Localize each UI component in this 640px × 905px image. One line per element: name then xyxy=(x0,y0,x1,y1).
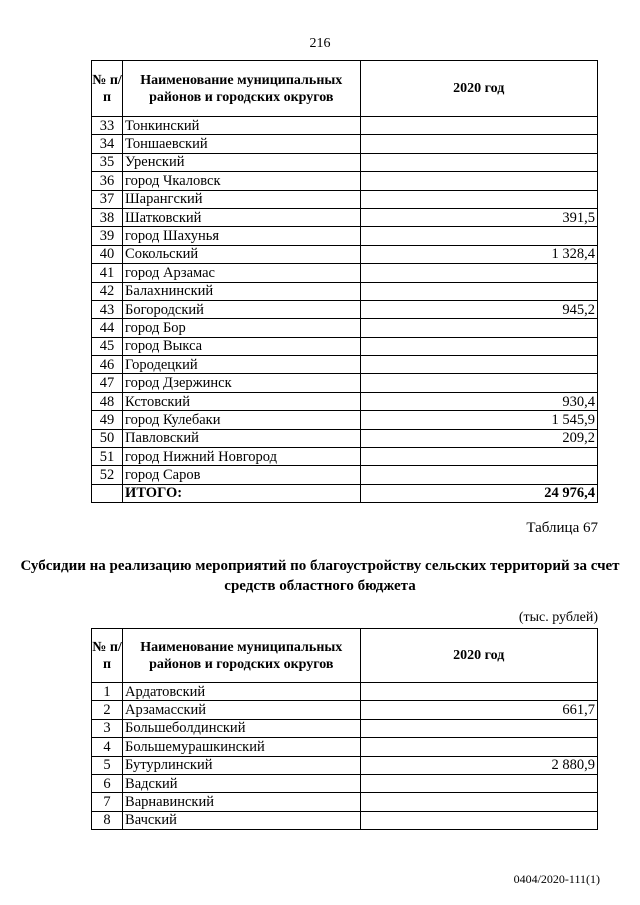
table-row xyxy=(92,264,598,282)
row-number: 6 xyxy=(92,774,123,792)
table-row xyxy=(92,117,598,135)
total-label: ИТОГО: xyxy=(123,484,360,502)
row-number: 45 xyxy=(92,337,123,355)
row-value xyxy=(360,190,597,208)
municipality-name: город Шахунья xyxy=(123,227,360,245)
units-label: (тыс. рублей) xyxy=(518,610,598,625)
total-row xyxy=(92,484,598,502)
municipality-name: Большемурашкинский xyxy=(123,738,360,756)
row-number: 38 xyxy=(92,208,123,226)
row-number: 41 xyxy=(92,264,123,282)
table-row xyxy=(92,337,598,355)
municipality-name: Варнавинский xyxy=(123,793,360,811)
row-number: 37 xyxy=(92,190,123,208)
table-title: Субсидии на реализацию мероприятий по благоустройству сельских территорий за счет средств областного бюджета xyxy=(20,558,620,594)
row-value: 1 545,9 xyxy=(360,411,597,429)
header-year: 2020 год xyxy=(360,61,597,117)
table-row xyxy=(92,701,598,719)
row-number: 7 xyxy=(92,793,123,811)
header-municipality: Наименование муниципальных районов и городских округов xyxy=(123,61,360,117)
table-row xyxy=(92,811,598,829)
table-row xyxy=(92,719,598,737)
row-number: 35 xyxy=(92,153,123,171)
table-row xyxy=(92,756,598,774)
row-value xyxy=(360,319,597,337)
row-number: 8 xyxy=(92,811,123,829)
row-number: 1 xyxy=(92,683,123,701)
row-number: 43 xyxy=(92,300,123,318)
row-number: 42 xyxy=(92,282,123,300)
row-value xyxy=(360,337,597,355)
page-number: 216 xyxy=(309,36,331,51)
row-number: 46 xyxy=(92,356,123,374)
table-body xyxy=(92,683,598,830)
row-number: 40 xyxy=(92,245,123,263)
row-value: 945,2 xyxy=(360,300,597,318)
municipality-name: город Арзамас xyxy=(123,264,360,282)
row-value xyxy=(360,356,597,374)
table-row xyxy=(92,153,598,171)
row-value: 661,7 xyxy=(360,701,597,719)
table-row xyxy=(92,738,598,756)
table-row xyxy=(92,282,598,300)
row-number: 3 xyxy=(92,719,123,737)
row-number: 47 xyxy=(92,374,123,392)
table-row xyxy=(92,466,598,484)
row-value xyxy=(360,117,597,135)
row-value xyxy=(360,774,597,792)
row-number: 48 xyxy=(92,392,123,410)
document-code: 0404/2020-111(1) xyxy=(513,872,600,886)
table-caption: Таблица 67 xyxy=(526,520,598,536)
row-value xyxy=(360,448,597,466)
municipality-name: Павловский xyxy=(123,429,360,447)
municipality-name: Богородский xyxy=(123,300,360,318)
table-row xyxy=(92,448,598,466)
table-row xyxy=(92,208,598,226)
table-row xyxy=(92,190,598,208)
header-number: № п/п xyxy=(92,629,123,683)
municipality-name: Бутурлинский xyxy=(123,756,360,774)
row-value: 2 880,9 xyxy=(360,756,597,774)
municipality-name: Сокольский xyxy=(123,245,360,263)
municipality-name: Тоншаевский xyxy=(123,135,360,153)
table-row xyxy=(92,774,598,792)
row-number: 52 xyxy=(92,466,123,484)
row-value xyxy=(360,227,597,245)
subsidy-table-continued xyxy=(91,60,598,503)
municipality-name: город Бор xyxy=(123,319,360,337)
row-value: 930,4 xyxy=(360,392,597,410)
row-number: 4 xyxy=(92,738,123,756)
row-number: 51 xyxy=(92,448,123,466)
row-value: 209,2 xyxy=(360,429,597,447)
municipality-name: Шатковский xyxy=(123,208,360,226)
row-number: 44 xyxy=(92,319,123,337)
municipality-name: Вадский xyxy=(123,774,360,792)
municipality-name: Уренский xyxy=(123,153,360,171)
table-row xyxy=(92,411,598,429)
table-row xyxy=(92,356,598,374)
municipality-name: Большеболдинский xyxy=(123,719,360,737)
municipality-name: город Чкаловск xyxy=(123,172,360,190)
table-body xyxy=(92,117,598,485)
municipality-name: Арзамасский xyxy=(123,701,360,719)
subsidy-table-67 xyxy=(91,628,598,830)
row-value xyxy=(360,374,597,392)
row-value xyxy=(360,683,597,701)
row-value xyxy=(360,738,597,756)
total-value: 24 976,4 xyxy=(360,484,597,502)
table-row xyxy=(92,374,598,392)
table-row xyxy=(92,135,598,153)
row-value xyxy=(360,135,597,153)
row-number: 49 xyxy=(92,411,123,429)
municipality-name: Вачский xyxy=(123,811,360,829)
table-row xyxy=(92,429,598,447)
table-header-row xyxy=(92,629,598,683)
row-value xyxy=(360,264,597,282)
row-number: 33 xyxy=(92,117,123,135)
row-value xyxy=(360,793,597,811)
municipality-name: Шарангский xyxy=(123,190,360,208)
header-municipality: Наименование муниципальных районов и городских округов xyxy=(123,629,360,683)
row-number: 5 xyxy=(92,756,123,774)
municipality-name: город Кулебаки xyxy=(123,411,360,429)
municipality-name: город Нижний Новгород xyxy=(123,448,360,466)
row-value xyxy=(360,282,597,300)
municipality-name: Ардатовский xyxy=(123,683,360,701)
row-number: 34 xyxy=(92,135,123,153)
row-value xyxy=(360,811,597,829)
row-number: 50 xyxy=(92,429,123,447)
row-value xyxy=(360,466,597,484)
row-number: 39 xyxy=(92,227,123,245)
row-value xyxy=(360,172,597,190)
total-number-cell xyxy=(92,484,123,502)
table-row xyxy=(92,300,598,318)
row-value xyxy=(360,719,597,737)
municipality-name: Тонкинский xyxy=(123,117,360,135)
header-year: 2020 год xyxy=(360,629,597,683)
municipality-name: город Саров xyxy=(123,466,360,484)
row-value: 1 328,4 xyxy=(360,245,597,263)
header-number: № п/п xyxy=(92,61,123,117)
table-header-row xyxy=(92,61,598,117)
municipality-name: Городецкий xyxy=(123,356,360,374)
table-row xyxy=(92,172,598,190)
municipality-name: город Дзержинск xyxy=(123,374,360,392)
municipality-name: Балахнинский xyxy=(123,282,360,300)
table-row xyxy=(92,683,598,701)
row-number: 36 xyxy=(92,172,123,190)
table-row xyxy=(92,319,598,337)
table-row xyxy=(92,392,598,410)
row-number: 2 xyxy=(92,701,123,719)
table-row xyxy=(92,793,598,811)
table-row xyxy=(92,245,598,263)
row-value: 391,5 xyxy=(360,208,597,226)
row-value xyxy=(360,153,597,171)
municipality-name: Кстовский xyxy=(123,392,360,410)
table-row xyxy=(92,227,598,245)
municipality-name: город Выкса xyxy=(123,337,360,355)
